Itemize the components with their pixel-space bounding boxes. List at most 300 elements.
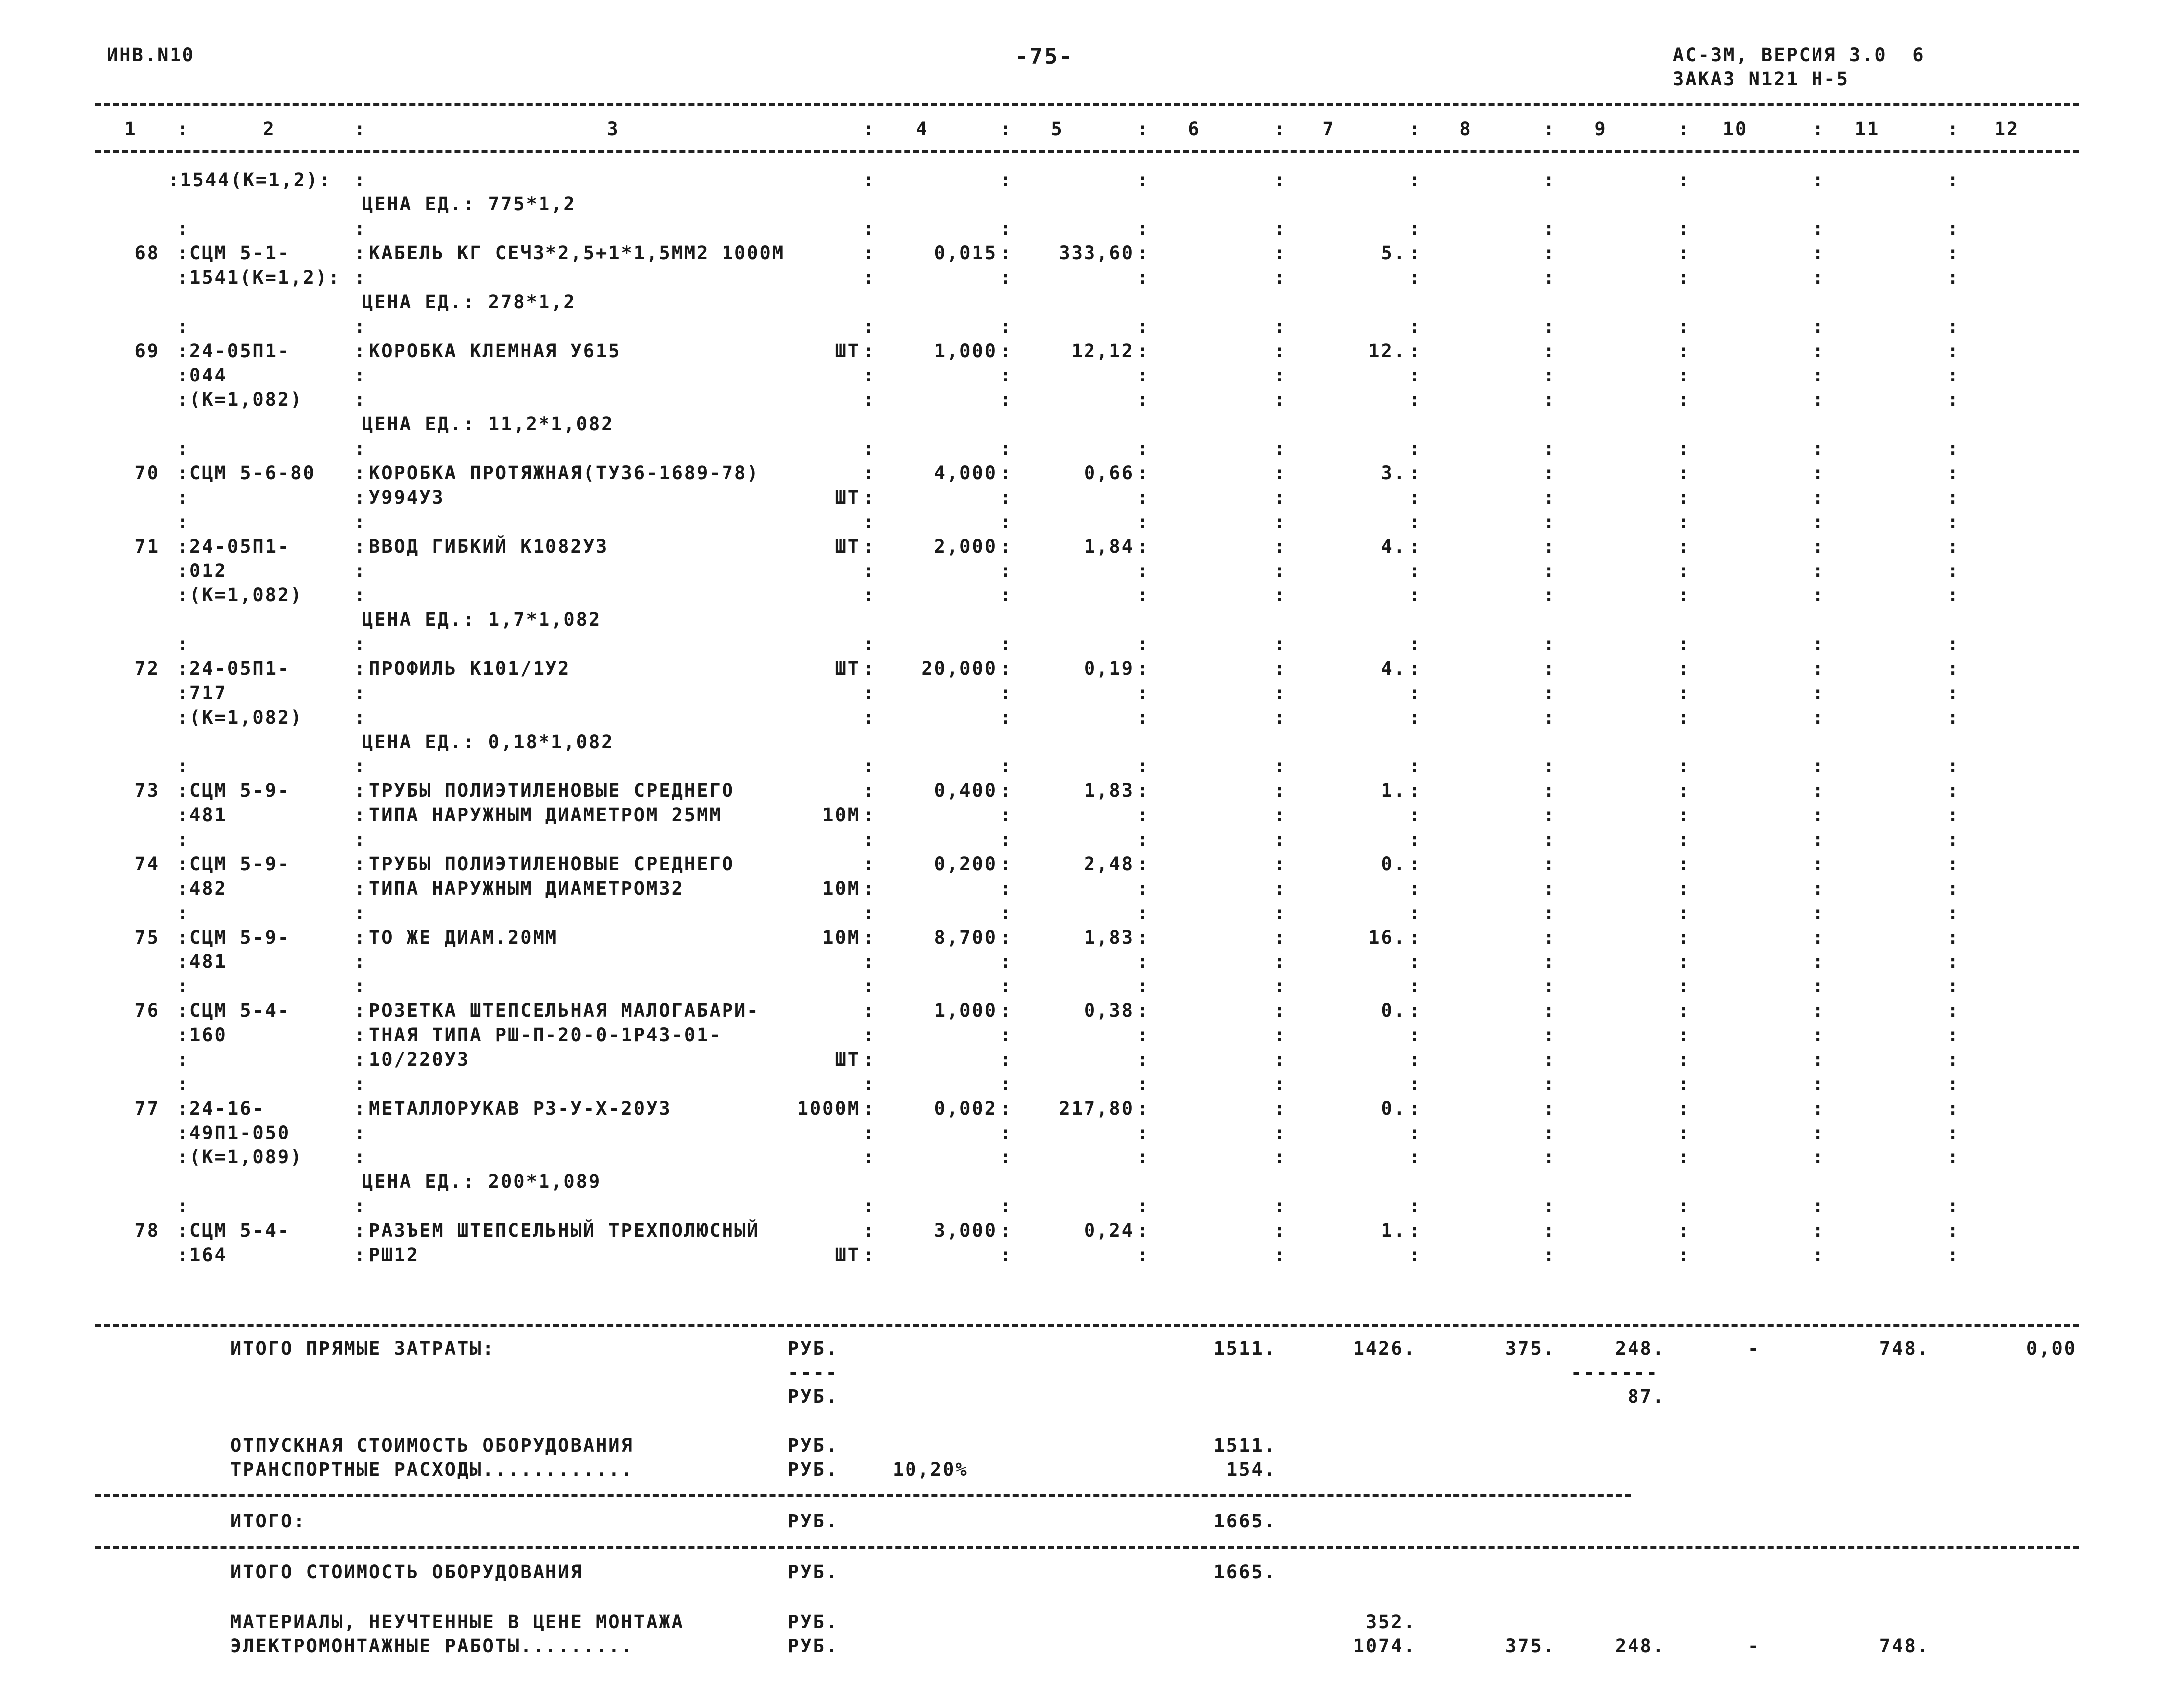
item-code: 24-05П1- xyxy=(189,340,291,362)
column-separator: : xyxy=(1137,1024,1150,1046)
column-separator: : xyxy=(1000,878,1013,899)
column-header-10: 10 xyxy=(1722,118,1748,140)
item-code: 24-05П1- xyxy=(189,658,291,679)
column-separator: : xyxy=(1274,267,1287,288)
column-separator: : xyxy=(1947,829,1960,850)
column-separator: : xyxy=(1543,927,1556,948)
column-separator: : xyxy=(1813,1122,1825,1143)
column-separator: : xyxy=(863,1122,876,1143)
column-separator: : xyxy=(1543,218,1556,239)
column-separator: : xyxy=(1543,829,1556,850)
column-separator: : xyxy=(1813,1195,1825,1217)
column-separator: : xyxy=(1409,902,1422,924)
column-separator: : xyxy=(177,707,190,728)
column-separator: : xyxy=(177,878,190,899)
column-separator: : xyxy=(1813,462,1825,484)
item-number: 69 xyxy=(134,340,160,362)
column-separator: : xyxy=(1678,487,1691,508)
column-separator: : xyxy=(1543,878,1556,899)
item-code: (К=1,082) xyxy=(189,389,303,410)
column-separator: : xyxy=(177,1195,190,1217)
column-separator: : xyxy=(1409,658,1422,679)
item-name: ТНАЯ ТИПА РШ-П-20-0-1Р43-01- xyxy=(369,1024,722,1046)
item-col7-value: 0. xyxy=(1381,1000,1406,1021)
item-number: 75 xyxy=(134,927,160,948)
column-separator: : xyxy=(1000,218,1013,239)
column-separator: : xyxy=(177,1073,190,1095)
item-code: СЦМ 5-1- xyxy=(189,242,291,264)
column-separator: : xyxy=(1000,1049,1013,1070)
column-separator: : xyxy=(1274,1122,1287,1143)
item-quantity: 2,000 xyxy=(934,536,997,557)
column-separator: : xyxy=(863,511,876,533)
column-separator: : xyxy=(177,584,190,606)
column-separator: : xyxy=(1678,242,1691,264)
column-separator: : xyxy=(1947,340,1960,362)
column-separator: : xyxy=(863,975,876,997)
column-separator: : xyxy=(1543,1146,1556,1168)
column-separator: : xyxy=(177,853,190,875)
item-name: КАБЕЛЬ КГ СЕЧ3*2,5+1*1,5ММ2 1000М xyxy=(369,242,785,264)
column-separator: : xyxy=(1274,1146,1287,1168)
column-separator: : xyxy=(1678,1122,1691,1143)
column-separator: : xyxy=(354,1024,367,1046)
column-separator: : xyxy=(1813,927,1825,948)
column-separator: : xyxy=(1000,975,1013,997)
column-separator: : xyxy=(1137,804,1150,826)
column-separator: : xyxy=(863,902,876,924)
column-header-3: 3 xyxy=(607,118,620,140)
column-separator: : xyxy=(354,1000,367,1021)
column-separator: : xyxy=(1543,853,1556,875)
column-separator: : xyxy=(354,560,367,581)
column-separator: : xyxy=(1947,536,1960,557)
column-separator: : xyxy=(863,829,876,850)
item-code: 24-05П1- xyxy=(189,536,291,557)
column-separator: : xyxy=(1274,951,1287,972)
column-separator: : xyxy=(1678,169,1691,190)
works-col9: 248. xyxy=(1615,1635,1665,1657)
column-separator: : xyxy=(1000,682,1013,704)
column-separator: : xyxy=(354,1244,367,1266)
total-rule xyxy=(95,1546,2079,1549)
item-name: ПРОФИЛЬ К101/1У2 xyxy=(369,658,571,679)
item-code: 481 xyxy=(189,951,227,972)
column-separator: : xyxy=(1137,853,1150,875)
item-number: 71 xyxy=(134,536,160,557)
column-separator: : xyxy=(1678,1244,1691,1266)
column-separator: : xyxy=(1137,1098,1150,1119)
item-code: 044 xyxy=(189,365,227,386)
column-separator: : xyxy=(1274,829,1287,850)
column-separator: : xyxy=(1543,389,1556,410)
column-separator: : xyxy=(1409,756,1422,777)
column-separator: : xyxy=(1678,118,1691,140)
item-col7-value: 0. xyxy=(1381,1098,1406,1119)
column-separator: : xyxy=(1947,658,1960,679)
column-separator: : xyxy=(1947,438,1960,459)
column-separator: : xyxy=(1137,878,1150,899)
column-header-12: 12 xyxy=(1994,118,2020,140)
transport-label: ТРАНСПОРТНЫЕ РАСХОДЫ............ xyxy=(230,1459,634,1480)
item-number: 72 xyxy=(134,658,160,679)
column-separator: : xyxy=(1678,1098,1691,1119)
column-separator: : xyxy=(863,438,876,459)
column-separator: : xyxy=(1813,633,1825,655)
column-separator: : xyxy=(177,536,190,557)
inventory-number: ИНВ.N10 xyxy=(107,44,195,66)
item-unit-price: 333,60 xyxy=(1059,242,1134,264)
column-separator: : xyxy=(1813,267,1825,288)
column-separator: : xyxy=(1137,340,1150,362)
item-name: РОЗЕТКА ШТЕПСЕЛЬНАЯ МАЛОГАБАРИ- xyxy=(369,1000,760,1021)
column-separator: : xyxy=(1000,340,1013,362)
item-unit-price: 1,83 xyxy=(1084,780,1134,801)
column-header-11: 11 xyxy=(1854,118,1880,140)
item-col7-value: 5. xyxy=(1381,242,1406,264)
rub-underline: ---- xyxy=(788,1362,839,1383)
column-separator: : xyxy=(354,1195,367,1217)
column-separator: : xyxy=(1137,118,1150,140)
column-separator: : xyxy=(1678,1146,1691,1168)
works-col7: 1074. xyxy=(1353,1635,1416,1657)
column-separator: : xyxy=(1000,1098,1013,1119)
column-separator: : xyxy=(1000,365,1013,386)
column-separator: : xyxy=(177,1220,190,1241)
item-name: ТО ЖЕ ДИАМ.20ММ xyxy=(369,927,558,948)
column-separator: : xyxy=(863,340,876,362)
item-unit: ШТ xyxy=(835,1244,860,1266)
column-separator: : xyxy=(1678,927,1691,948)
column-separator: : xyxy=(863,560,876,581)
column-separator: : xyxy=(177,560,190,581)
item-unit-price: 0,66 xyxy=(1084,462,1134,484)
column-separator: : xyxy=(863,1000,876,1021)
column-separator: : xyxy=(177,438,190,459)
item-quantity: 0,002 xyxy=(934,1098,997,1119)
column-separator: : xyxy=(1274,853,1287,875)
column-separator: : xyxy=(1409,1146,1422,1168)
column-separator: : xyxy=(1813,804,1825,826)
col9-underline: ------- xyxy=(1571,1362,1659,1383)
column-separator: : xyxy=(1813,1000,1825,1021)
column-separator: : xyxy=(1409,511,1422,533)
column-header-9: 9 xyxy=(1594,118,1607,140)
column-separator: : xyxy=(1947,169,1960,190)
column-separator: : xyxy=(1409,487,1422,508)
subtotal-unit: РУБ. xyxy=(788,1386,839,1407)
item-number: 68 xyxy=(134,242,160,264)
column-separator: : xyxy=(1274,1244,1287,1266)
column-separator: : xyxy=(863,707,876,728)
column-separator: : xyxy=(1137,1244,1150,1266)
column-separator: : xyxy=(1678,1195,1691,1217)
column-separator: : xyxy=(354,975,367,997)
column-separator: : xyxy=(1000,1000,1013,1021)
item-code: СЦМ 5-9- xyxy=(189,927,291,948)
column-separator: : xyxy=(1409,853,1422,875)
column-separator: : xyxy=(1947,1195,1960,1217)
column-separator: : xyxy=(1678,511,1691,533)
item-quantity: 0,015 xyxy=(934,242,997,264)
item-code: (К=1,082) xyxy=(189,584,303,606)
column-separator: : xyxy=(1543,1195,1556,1217)
item-col7-value: 4. xyxy=(1381,536,1406,557)
item-price-note: ЦЕНА ЕД.: 200*1,089 xyxy=(362,1171,602,1192)
column-separator: : xyxy=(1409,536,1422,557)
column-separator: : xyxy=(1813,365,1825,386)
column-separator: : xyxy=(1947,316,1960,337)
column-separator: : xyxy=(354,878,367,899)
item-name: ТИПА НАРУЖНЫМ ДИАМЕТРОМ 25ММ xyxy=(369,804,722,826)
column-separator: : xyxy=(863,267,876,288)
column-separator: : xyxy=(1409,975,1422,997)
column-separator: : xyxy=(1274,633,1287,655)
column-separator: : xyxy=(1137,438,1150,459)
item-number: 74 xyxy=(134,853,160,875)
column-separator: : xyxy=(354,218,367,239)
column-separator: : xyxy=(1678,682,1691,704)
column-separator: : xyxy=(863,1146,876,1168)
transport-col6: 154. xyxy=(1226,1459,1276,1480)
item-code: 49П1-050 xyxy=(189,1122,291,1143)
works-label: ЭЛЕКТРОМОНТАЖНЫЕ РАБОТЫ......... xyxy=(230,1635,634,1657)
column-separator: : xyxy=(1274,487,1287,508)
column-separator: : xyxy=(354,927,367,948)
column-separator: : xyxy=(863,1244,876,1266)
column-separator: : xyxy=(1000,1073,1013,1095)
column-separator: : xyxy=(1274,902,1287,924)
item-code: 012 xyxy=(189,560,227,581)
column-separator: : xyxy=(1274,1220,1287,1241)
column-separator: : xyxy=(1409,780,1422,801)
column-separator: : xyxy=(1137,389,1150,410)
total-equipment-label: ИТОГО СТОИМОСТЬ ОБОРУДОВАНИЯ xyxy=(230,1561,583,1583)
column-separator: : xyxy=(1813,218,1825,239)
column-separator: : xyxy=(863,878,876,899)
column-separator: : xyxy=(1409,1098,1422,1119)
column-separator: : xyxy=(177,1049,190,1070)
column-separator: : xyxy=(1543,1244,1556,1266)
column-separator: : xyxy=(1543,1049,1556,1070)
item-unit-price: 1,84 xyxy=(1084,536,1134,557)
column-separator: : xyxy=(1678,878,1691,899)
column-separator: : xyxy=(1137,951,1150,972)
equipment-cost-col6: 1511. xyxy=(1213,1435,1276,1456)
column-separator: : xyxy=(177,1244,190,1266)
column-separator: : xyxy=(1409,633,1422,655)
column-separator: : xyxy=(1137,316,1150,337)
column-separator: : xyxy=(1947,1220,1960,1241)
column-separator: : xyxy=(1000,780,1013,801)
column-separator: : xyxy=(1409,829,1422,850)
column-separator: : xyxy=(177,316,190,337)
header-rule-bottom xyxy=(95,150,2079,153)
column-separator: : xyxy=(1813,682,1825,704)
column-separator: : xyxy=(1947,707,1960,728)
column-separator: : xyxy=(1813,584,1825,606)
column-separator: : xyxy=(1274,462,1287,484)
column-separator: : xyxy=(1274,511,1287,533)
item-col7-value: 1. xyxy=(1381,780,1406,801)
works-col10: - xyxy=(1748,1635,1761,1657)
column-separator: : xyxy=(1409,218,1422,239)
column-separator: : xyxy=(1409,389,1422,410)
column-separator: : xyxy=(1000,1220,1013,1241)
column-separator: : xyxy=(1678,633,1691,655)
item-name: КОРОБКА ПРОТЯЖНАЯ(ТУ36-1689-78) xyxy=(369,462,760,484)
column-separator: : xyxy=(1000,511,1013,533)
column-separator: : xyxy=(1137,584,1150,606)
column-separator: : xyxy=(863,1073,876,1095)
column-separator: : xyxy=(1813,169,1825,190)
column-separator: : xyxy=(1813,951,1825,972)
column-separator: : xyxy=(354,584,367,606)
column-separator: : xyxy=(177,804,190,826)
column-separator: : xyxy=(863,780,876,801)
transport-percent: 10,20% xyxy=(893,1459,968,1480)
column-header-7: 7 xyxy=(1322,118,1335,140)
column-separator: : xyxy=(1274,365,1287,386)
column-separator: : xyxy=(1813,1049,1825,1070)
direct-costs-col7: 1426. xyxy=(1353,1338,1416,1359)
carryover-code: :1544(К=1,2): xyxy=(168,169,332,190)
column-separator: : xyxy=(354,780,367,801)
column-separator: : xyxy=(354,340,367,362)
total-label: ИТОГО: xyxy=(230,1511,306,1532)
column-separator: : xyxy=(1274,438,1287,459)
column-separator: : xyxy=(1543,267,1556,288)
column-separator: : xyxy=(863,658,876,679)
column-separator: : xyxy=(1947,1122,1960,1143)
item-unit-price: 12,12 xyxy=(1071,340,1134,362)
column-separator: : xyxy=(354,118,367,140)
column-separator: : xyxy=(1947,682,1960,704)
column-separator: : xyxy=(1543,1000,1556,1021)
column-separator: : xyxy=(1678,853,1691,875)
item-quantity: 0,200 xyxy=(934,853,997,875)
column-separator: : xyxy=(1678,804,1691,826)
column-separator: : xyxy=(1409,365,1422,386)
column-separator: : xyxy=(863,804,876,826)
column-separator: : xyxy=(1947,389,1960,410)
column-header-5: 5 xyxy=(1051,118,1064,140)
column-separator: : xyxy=(1409,1000,1422,1021)
column-separator: : xyxy=(1409,804,1422,826)
column-separator: : xyxy=(354,682,367,704)
column-separator: : xyxy=(354,1073,367,1095)
column-separator: : xyxy=(1000,267,1013,288)
column-separator: : xyxy=(354,1122,367,1143)
column-separator: : xyxy=(1000,389,1013,410)
column-separator: : xyxy=(177,756,190,777)
column-separator: : xyxy=(1947,218,1960,239)
column-separator: : xyxy=(1678,707,1691,728)
column-separator: : xyxy=(863,682,876,704)
column-separator: : xyxy=(1274,218,1287,239)
column-separator: : xyxy=(1678,340,1691,362)
column-separator: : xyxy=(1409,118,1422,140)
column-separator: : xyxy=(1409,560,1422,581)
item-unit-price: 2,48 xyxy=(1084,853,1134,875)
column-separator: : xyxy=(1137,829,1150,850)
column-separator: : xyxy=(1000,584,1013,606)
item-unit: 10М xyxy=(822,878,860,899)
column-separator: : xyxy=(1409,267,1422,288)
column-separator: : xyxy=(1000,804,1013,826)
column-separator: : xyxy=(177,462,190,484)
column-separator: : xyxy=(1813,658,1825,679)
item-name: У994У3 xyxy=(369,487,445,508)
direct-costs-col9: 248. xyxy=(1615,1338,1665,1359)
item-code: 482 xyxy=(189,878,227,899)
column-separator: : xyxy=(1409,169,1422,190)
column-separator: : xyxy=(1409,927,1422,948)
column-separator: : xyxy=(1274,780,1287,801)
column-separator: : xyxy=(1543,658,1556,679)
item-price-note: ЦЕНА ЕД.: 1,7*1,082 xyxy=(362,609,602,630)
column-separator: : xyxy=(1000,560,1013,581)
column-separator: : xyxy=(1274,1024,1287,1046)
column-separator: : xyxy=(354,1098,367,1119)
column-separator: : xyxy=(177,1024,190,1046)
column-separator: : xyxy=(1409,1195,1422,1217)
column-separator: : xyxy=(1137,1195,1150,1217)
item-number: 76 xyxy=(134,1000,160,1021)
column-separator: : xyxy=(177,682,190,704)
column-separator: : xyxy=(354,804,367,826)
column-separator: : xyxy=(863,118,876,140)
column-separator: : xyxy=(1543,340,1556,362)
column-separator: : xyxy=(1409,682,1422,704)
column-separator: : xyxy=(1000,1195,1013,1217)
subtotal-col9: 87. xyxy=(1628,1386,1665,1407)
column-separator: : xyxy=(1137,707,1150,728)
order-label: ЗАКАЗ N121 Н-5 xyxy=(1673,68,1849,90)
column-separator: : xyxy=(1678,902,1691,924)
column-separator: : xyxy=(354,267,367,288)
column-separator: : xyxy=(863,365,876,386)
column-separator: : xyxy=(354,1220,367,1241)
item-price-note: ЦЕНА ЕД.: 11,2*1,082 xyxy=(362,413,614,435)
column-separator: : xyxy=(1543,1073,1556,1095)
column-separator: : xyxy=(1137,1146,1150,1168)
item-unit: ШТ xyxy=(835,340,860,362)
column-separator: : xyxy=(1813,316,1825,337)
column-separator: : xyxy=(1947,1000,1960,1021)
column-separator: : xyxy=(1813,1098,1825,1119)
column-separator: : xyxy=(1678,975,1691,997)
item-code: СЦМ 5-9- xyxy=(189,853,291,875)
column-separator: : xyxy=(1000,316,1013,337)
column-separator: : xyxy=(177,927,190,948)
column-separator: : xyxy=(1000,1024,1013,1046)
column-separator: : xyxy=(1947,560,1960,581)
column-separator: : xyxy=(1813,707,1825,728)
column-separator: : xyxy=(1813,1220,1825,1241)
column-separator: : xyxy=(1813,1244,1825,1266)
direct-costs-col6: 1511. xyxy=(1213,1338,1276,1359)
column-separator: : xyxy=(1947,267,1960,288)
column-separator: : xyxy=(1274,340,1287,362)
column-separator: : xyxy=(1000,242,1013,264)
column-separator: : xyxy=(1813,853,1825,875)
column-separator: : xyxy=(1137,1122,1150,1143)
column-separator: : xyxy=(1409,242,1422,264)
column-separator: : xyxy=(354,169,367,190)
item-quantity: 20,000 xyxy=(921,658,997,679)
column-separator: : xyxy=(1543,902,1556,924)
